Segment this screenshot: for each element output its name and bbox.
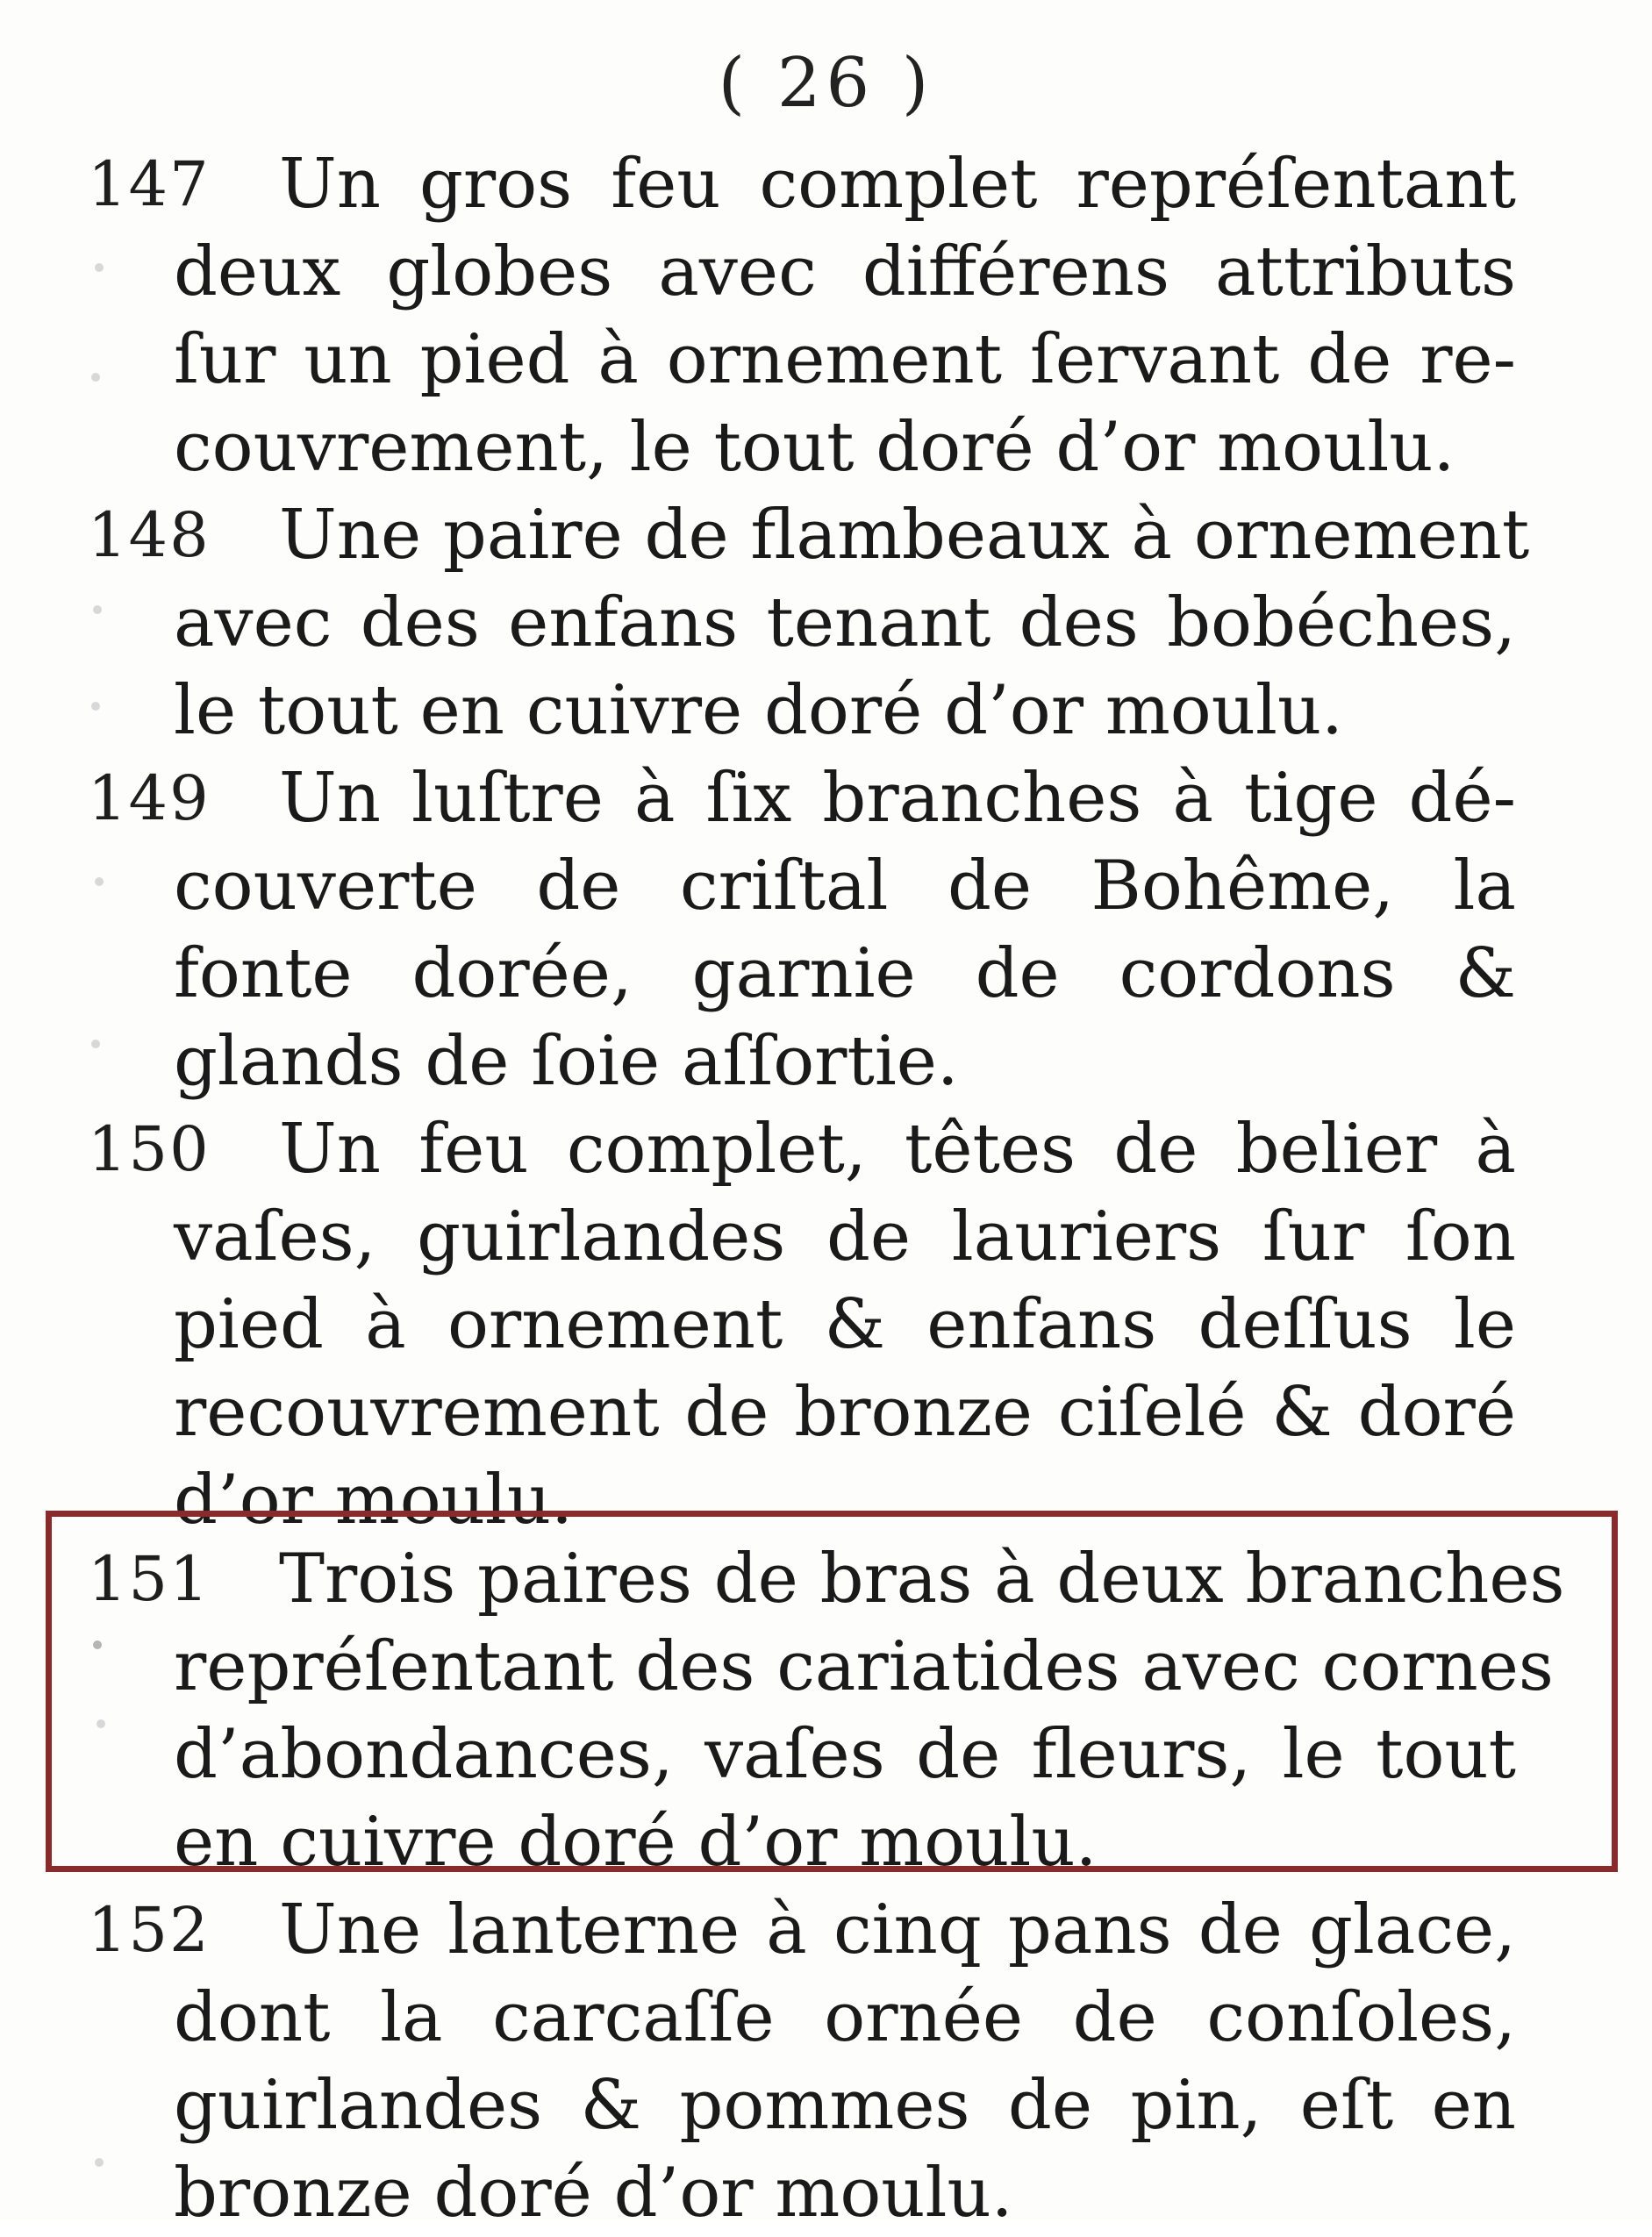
- catalog-entry-152: [88, 1886, 1527, 2237]
- margin-speck: [95, 2158, 104, 2167]
- catalog-entry-147: [88, 140, 1527, 491]
- entry-number: 149: [88, 762, 211, 834]
- entry-line: dont la carcaſſe ornée de conſoles,: [174, 1978, 1516, 2057]
- catalog-entry-148: [88, 491, 1530, 754]
- page-number: ( 26 ): [718, 44, 934, 123]
- entry-line: repréſentant des cariatides avec cornes: [174, 1627, 1554, 1706]
- margin-speck: [97, 1719, 105, 1728]
- entry-line: guirlandes & pommes de pin, eſt en: [174, 2066, 1516, 2145]
- entry-line: couvrement, le tout doré d’or moulu.: [174, 408, 1455, 487]
- entry-line: Trois paires de bras à deux branches: [279, 1540, 1565, 1619]
- entry-line: en cuivre doré d’or moulu.: [174, 1803, 1098, 1882]
- entry-number: 152: [88, 1894, 211, 1966]
- entry-line: pied à ornement & enfans deſſus le: [174, 1285, 1516, 1364]
- entry-line: ſur un pied à ornement ſervant de re-: [174, 320, 1516, 399]
- entry-line: Un gros feu complet repréſentant: [279, 145, 1516, 224]
- entry-line: deux globes avec différens attributs: [174, 232, 1516, 311]
- entry-line: le tout en cuivre doré d’or moulu.: [174, 671, 1343, 750]
- entry-line: Un feu complet, têtes de belier à: [279, 1110, 1516, 1189]
- entry-line: d’abondances, vaſes de fleurs, le tout: [174, 1715, 1516, 1794]
- catalog-entry-150: [88, 1105, 1527, 1544]
- entry-number: 148: [88, 499, 211, 571]
- margin-speck: [93, 605, 102, 614]
- entry-line: recouvrement de bronze ciſelé & doré: [174, 1373, 1516, 1452]
- entry-number: 151: [88, 1543, 211, 1615]
- entry-line: glands de ſoie aſſortie.: [174, 1022, 959, 1101]
- entry-line: Une paire de flambeaux à ornement: [279, 496, 1530, 575]
- entry-line: d’or moulu.: [174, 1461, 573, 1540]
- entry-line: bronze doré d’or moulu.: [174, 2154, 1013, 2233]
- entry-line: avec des enfans tenant des bobéches,: [174, 583, 1516, 662]
- entry-number: 147: [88, 148, 211, 220]
- entry-line: Un luſtre à ſix branches à tige dé-: [279, 759, 1516, 838]
- margin-speck: [91, 1040, 100, 1048]
- margin-speck: [93, 1640, 102, 1649]
- margin-speck: [95, 877, 104, 886]
- entry-line: fonte dorée, garnie de cordons &: [174, 934, 1516, 1013]
- entry-number: 150: [88, 1113, 211, 1185]
- entry-line: couverte de criſtal de Bohême, la: [174, 847, 1516, 926]
- catalog-entry-149: [88, 754, 1527, 1105]
- margin-speck: [91, 702, 100, 711]
- catalog-entry-151: [88, 1535, 1565, 1886]
- margin-speck: [91, 373, 100, 382]
- margin-speck: [95, 263, 104, 272]
- entry-line: vaſes, guirlandes de lauriers ſur ſon: [174, 1197, 1516, 1276]
- entry-line: Une lanterne à cinq pans de glace,: [279, 1890, 1516, 1969]
